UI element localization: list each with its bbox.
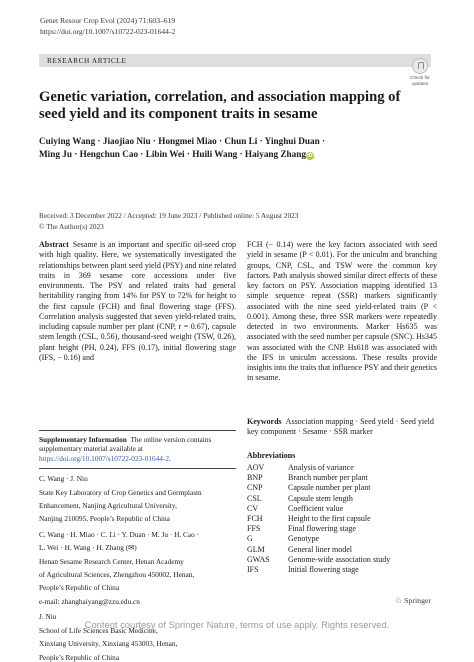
abstract-text-right: FCH (− 0.14) were the key factors associated with seed yield in sesame (P < 0.01). For the uniculm and branching groups, CNP, CSL, and TSW were the common key factors. Path analysis showed similar direct effects of these key factors on PSY. Association mapping identified 13 simple sequence repeat (SSR) markers significantly associated with the nine seed yield-related traits (P < 0.001). Among these, three SSR markers were repeatedly detected in two environments. Marker Hs635 was associated with the seed number per capsule (SNC). Hs345 was associated with the CNP. Hs618 was associated with the IFS in uniculm accessions. These results provide insights into the traits that influence PSY and their genetics in sesame. — [247, 240, 437, 383]
abbreviation-term: FFS — [247, 524, 261, 534]
author-line-1: Cuiying Wang · Jiaojiao Niu · Hongmei Miao · Chun Li · Yinghui Duan · — [39, 136, 326, 146]
abbreviation-row — [247, 514, 390, 524]
abbreviations-heading: Abbreviations — [247, 451, 296, 460]
affiliation-divider — [39, 468, 236, 469]
affiliation-line: Henan Sesame Research Center, Henan Academy — [39, 556, 184, 566]
keywords-text: Association mapping · Seed yield · Seed yield key component · Sesame · SSR marker — [247, 417, 434, 437]
crossmark-label-1: Check for — [410, 75, 430, 80]
affiliation-line: Nanjing 210095, People’s Republic of China — [39, 514, 170, 524]
abbreviation-definition: Capsule stem length — [288, 493, 353, 503]
supplementary-information — [39, 435, 236, 463]
left-column — [39, 240, 236, 363]
abbreviation-definition: Capsule number per plant — [288, 483, 371, 493]
abbreviation-term: GWAS — [247, 554, 270, 564]
affiliation-names-continued: L. Wei · H. Wang · H. Zhang (✉) — [39, 543, 137, 553]
supplementary-label: Supplementary Information — [39, 435, 127, 444]
abbreviation-definition: General liner model — [288, 544, 352, 554]
abbreviation-term: G — [247, 534, 253, 544]
abbreviation-term: CSL — [247, 493, 262, 503]
courtesy-footer: Content courtesy of Springer Nature, terms of use apply. Rights reserved. — [84, 619, 390, 630]
affiliation-line: Xinxiang University, Xinxiang 453003, Henan, — [39, 639, 178, 649]
abbreviations-table — [247, 463, 390, 575]
publisher-name: Springer — [404, 596, 432, 605]
journal-citation: Genet Resour Crop Evol (2024) 71:603–619 — [40, 16, 176, 25]
affiliation-names: C. Wang · H. Miao · C. Li · Y. Duan · M. Ju · H. Cao · — [39, 529, 199, 539]
abbreviation-term: CNP — [247, 483, 263, 493]
abbreviation-term: AOV — [247, 463, 265, 472]
publication-dates — [39, 211, 298, 232]
affiliation-line: of Agricultural Sciences, Zhengzhou 450002, Henan, — [39, 570, 195, 580]
abbreviation-row — [247, 483, 390, 493]
abbreviation-row — [247, 473, 390, 483]
crossmark-icon — [412, 58, 428, 74]
abbreviation-term: GLM — [247, 544, 265, 554]
article-title: Genetic variation, correlation, and association mapping of seed yield and its component traits in sesame — [39, 89, 401, 122]
abbreviation-definition: Height to the first capsule — [288, 514, 371, 524]
abbreviation-row — [247, 504, 390, 514]
publisher-logo — [395, 596, 431, 605]
abstract-text-left: Sesame is an important and specific oil-seed crop with high quality. Here, we systematically investigated the relationships between plant seed yield (PSY) and nine related traits in 369 sesame core accessions under five environments. The PSY and related traits had general heritability ranging from 14% for PSY to 72% for height to the first capsule (FCH) and final flowering stage (FFS). Correlation analysis suggested that seven yield-related traits, including capsule number per plant (CNP, r = 0.67), capsule stem length (CSL, 0.56), thousand-seed weight (TSW, 0.26), plant height (PH, 0.24), FFS (0.17), initial flowering stage (IFS, − 0.16) and — [39, 240, 236, 362]
right-column — [247, 240, 437, 384]
affiliation-line: State Key Laboratory of Crop Genetics and Germplasm — [39, 487, 202, 497]
abstract-paragraph — [39, 240, 236, 363]
abbreviation-definition: Initial flowering stage — [288, 565, 359, 575]
affiliation-names: C. Wang · J. Niu — [39, 474, 88, 484]
article-type-banner: RESEARCH ARTICLE — [39, 54, 431, 67]
doi-link[interactable]: https://doi.org/10.1007/s10722-023-01644-2 — [40, 26, 176, 36]
springer-horse-icon: ♘ — [395, 596, 403, 605]
abbreviation-term: CV — [247, 503, 259, 513]
crossmark-label-2: updates — [411, 81, 429, 87]
supplementary-text: The online version contains supplementary material available at — [39, 435, 212, 454]
affiliation-line: People’s Republic of China — [39, 583, 120, 593]
orcid-icon[interactable]: iD — [307, 152, 313, 159]
abbreviation-definition: Branch number per plant — [288, 473, 368, 483]
journal-header — [40, 16, 175, 37]
abbreviation-row — [247, 565, 390, 575]
footnote-divider — [39, 430, 236, 431]
abbreviation-row — [247, 555, 390, 565]
affiliation-line: Enhancement, Nanjing Agricultural University, — [39, 501, 177, 511]
abbreviation-term: IFS — [247, 565, 259, 575]
copyright-notice: © The Author(s) 2023 — [39, 221, 104, 231]
abbreviation-row — [247, 545, 390, 555]
abbreviation-term: FCH — [247, 514, 263, 524]
affiliation-names: J. Niu — [39, 612, 57, 622]
history-dates: Received: 3 December 2022 / Accepted: 19 June 2023 / Published online: 5 August 2023 — [39, 211, 299, 220]
abbreviation-definition: Genome-wide association study — [288, 554, 391, 564]
abbreviation-term: BNP — [247, 473, 263, 483]
keywords-label: Keywords — [247, 417, 282, 426]
corresponding-email[interactable]: e-mail: zhanghaiyang@zzu.edu.cn — [39, 596, 140, 606]
author-list — [39, 135, 429, 160]
author-line-2-text: Ming Ju · Hengchun Cao · Libin Wei · Huili Wang · Haiyang Zhang — [39, 148, 306, 159]
crossmark-badge[interactable] — [406, 58, 434, 86]
supplementary-link[interactable]: https://doi.org/10.1007/s10722-023-01644-2 — [39, 453, 169, 463]
abbreviation-definition: Genotype — [288, 534, 320, 544]
abstract-label: Abstract — [39, 240, 69, 249]
keywords — [247, 417, 437, 438]
abbreviation-row — [247, 524, 390, 534]
affiliation-1 — [39, 474, 236, 524]
affiliation-2 — [39, 530, 236, 606]
author-line-2 — [39, 148, 429, 161]
abbreviation-definition: Analysis of variance — [288, 463, 354, 472]
abbreviation-definition: Coefficient value — [288, 503, 344, 513]
abbreviation-row — [247, 494, 390, 504]
abbreviations-section — [247, 451, 437, 575]
abbreviation-row — [247, 463, 390, 473]
affiliation-line: School of Life Sciences Basic Medicine, — [39, 625, 158, 635]
abbreviation-definition: Final flowering stage — [288, 524, 356, 534]
affiliation-line: People’s Republic of China — [39, 652, 120, 662]
abbreviation-row — [247, 534, 390, 544]
supplementary-period: . — [169, 453, 171, 463]
